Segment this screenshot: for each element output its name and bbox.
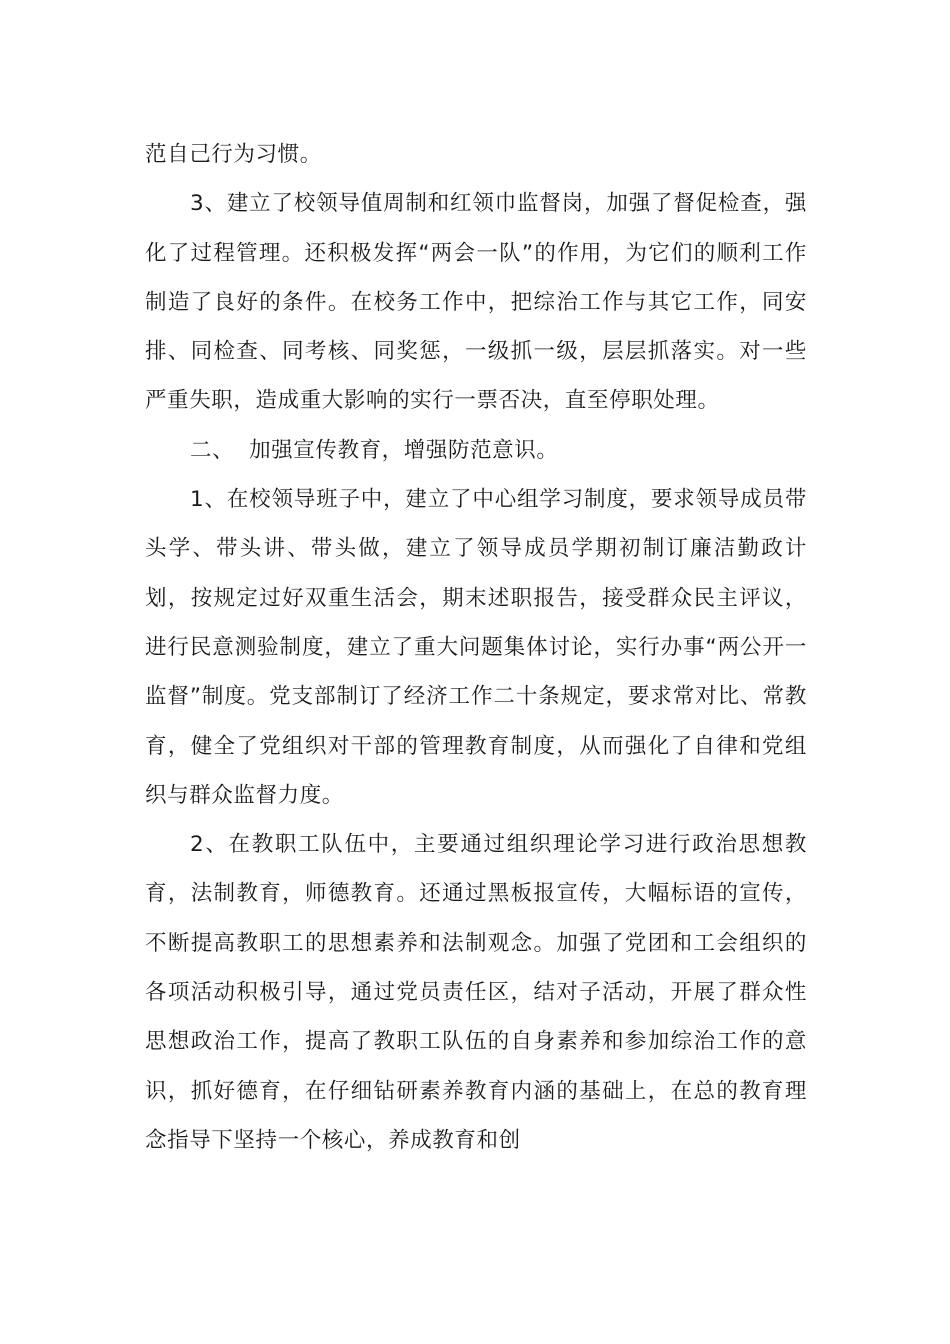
- paragraph-continuation: 范自己行为习惯。: [145, 142, 322, 167]
- document-body: [145, 130, 807, 1165]
- paragraph-item-3: 3、建立了校领导值周制和红领巾监督岗，加强了督促检查，强化了过程管理。还积极发挥“两会一队”的作用，为它们的顺利工作制造了良好的条件。在校务工作中，把综治工作与其它工作，同安排、同检查、同考核、同奖惩，一级抓一级，层层抓落实。对一些严重失职，造成重大影响的实行一票否决，直至停职处理。: [145, 191, 807, 414]
- section-heading-2: 二、 加强宣传教育，增强防范意识。: [190, 437, 559, 463]
- paragraph-item-1: 1、在校领导班子中，建立了中心组学习制度，要求领导成员带头学、带头讲、带头做，建立了领导成员学期初制订廉洁勤政计划，按规定过好双重生活会，期末述职报告，接受群众民主评议，进行民意测验制度，建立了重大问题集体讨论，实行办事“两公开一监督”制度。党支部制订了经济工作二十条规定，要求常对比、常教育，健全了党组织对干部的管理教育制度，从而强化了自律和党组织与群众监督力度。: [145, 487, 807, 808]
- paragraph-item-2: 2、在教职工队伍中，主要通过组织理论学习进行政治思想教育，法制教育，师德教育。还通过黑板报宣传，大幅标语的宣传，不断提高教职工的思想素养和法制观念。加强了党团和工会组织的各项活动积极引导，通过党员责任区，结对子活动，开展了群众性思想政治工作，提高了教职工队伍的自身素养和参加综治工作的意识，抓好德育，在仔细钻研素养教育内涵的基础上，在总的教育理念指导下坚持一个核心，养成教育和创: [145, 832, 807, 1153]
